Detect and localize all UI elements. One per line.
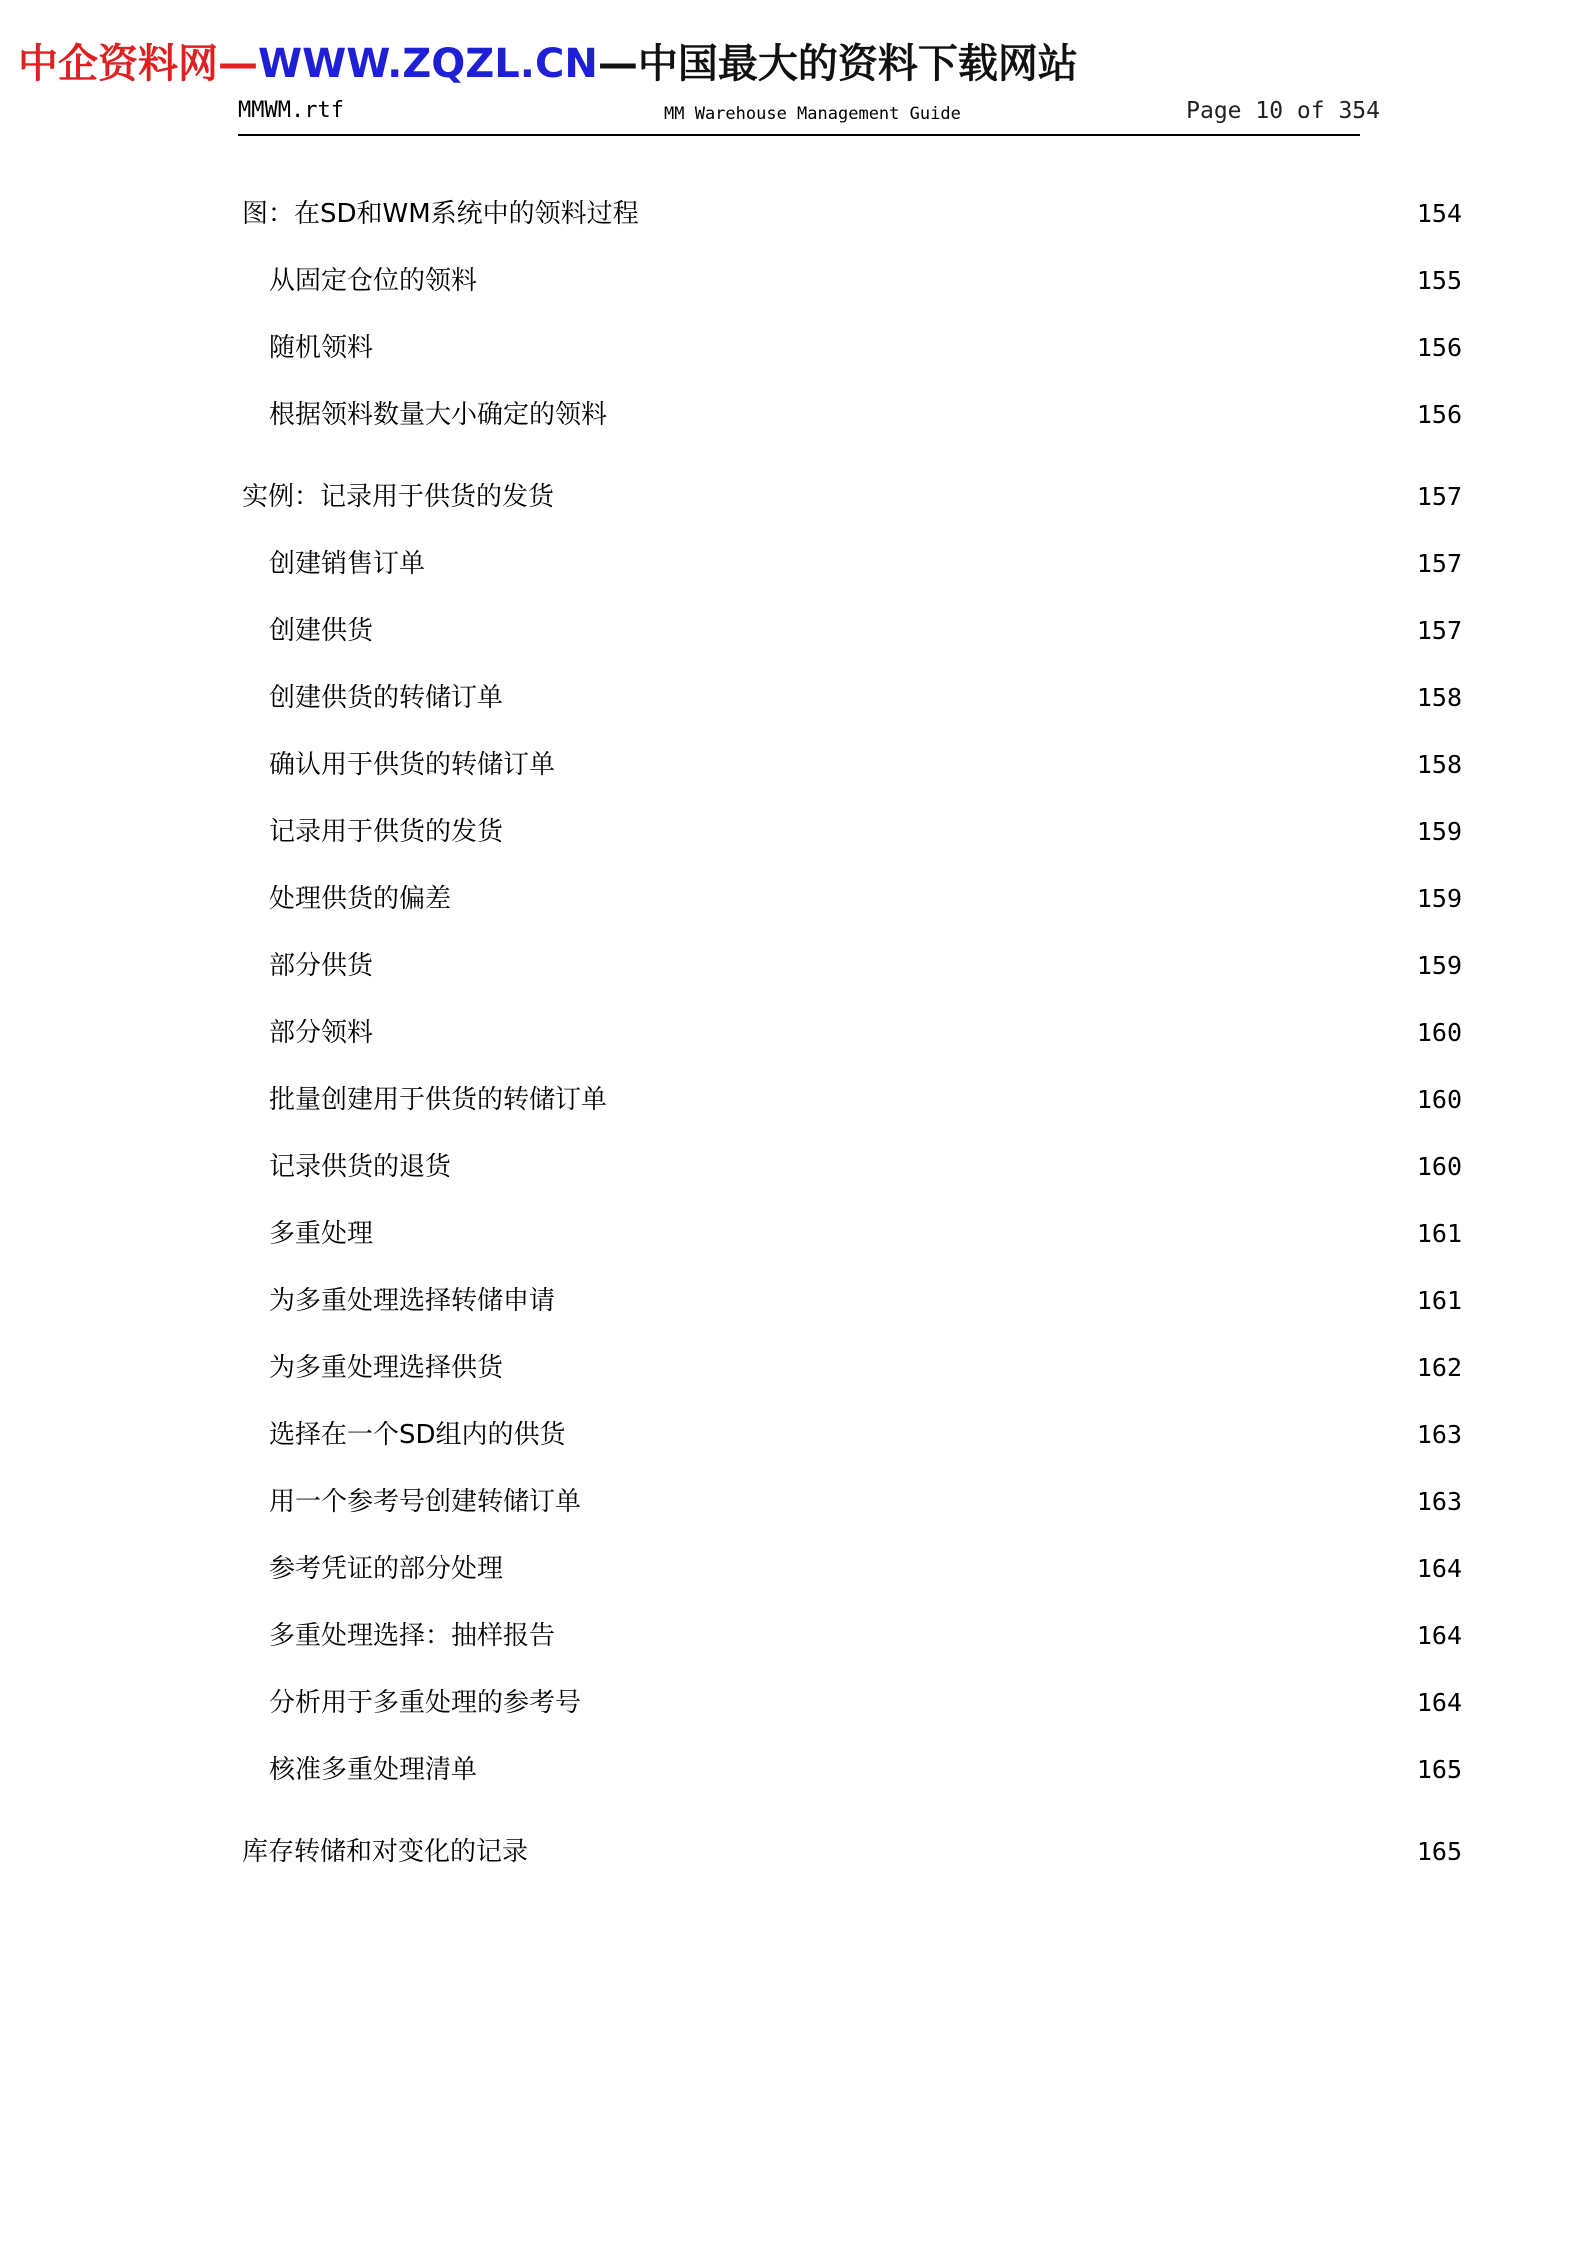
toc-entry-title: 为多重处理选择转储申请 — [269, 1286, 556, 1316]
toc-entry-title: 部分供货 — [269, 951, 374, 981]
toc-entry-page-number: 156 — [1416, 400, 1462, 429]
toc-entry[interactable] — [0, 1683, 1585, 1723]
toc-entry-title: 处理供货的偏差 — [269, 884, 452, 914]
toc-entry[interactable] — [0, 194, 1585, 234]
toc-entry-title: 实例：记录用于供货的发货 — [242, 482, 555, 512]
toc-entry-page-number: 157 — [1416, 616, 1462, 645]
toc-entry[interactable] — [0, 745, 1585, 785]
toc-entry-title: 随机领料 — [269, 333, 374, 363]
toc-entry-title: 用一个参考号创建转储订单 — [269, 1487, 582, 1517]
toc-entry[interactable] — [0, 328, 1585, 368]
toc-entry[interactable] — [0, 1750, 1585, 1790]
toc-entry[interactable] — [0, 1013, 1585, 1053]
toc-entry-page-number: 158 — [1416, 683, 1462, 712]
header-guide-title: MM Warehouse Management Guide — [664, 104, 961, 124]
toc-entry-title: 根据领料数量大小确定的领料 — [269, 400, 608, 430]
toc-entry-title: 参考凭证的部分处理 — [269, 1554, 504, 1584]
toc-entry[interactable] — [0, 1214, 1585, 1254]
toc-entry-title: 选择在一个SD组内的供货 — [269, 1420, 566, 1450]
toc-entry[interactable] — [0, 1616, 1585, 1656]
header-filename: MMWM.rtf — [238, 98, 344, 123]
toc-entry[interactable] — [0, 261, 1585, 301]
toc-entry-page-number: 160 — [1416, 1018, 1462, 1047]
toc-entry-page-number: 160 — [1416, 1085, 1462, 1114]
toc-entry-page-number: 157 — [1416, 549, 1462, 578]
toc-entry-page-number: 165 — [1416, 1755, 1462, 1784]
toc-entry-title: 批量创建用于供货的转储订单 — [269, 1085, 608, 1115]
toc-entry[interactable] — [0, 946, 1585, 986]
toc-entry[interactable] — [0, 1147, 1585, 1187]
toc-entry[interactable] — [0, 395, 1585, 435]
toc-entry-title: 图：在SD和WM系统中的领料过程 — [242, 199, 639, 229]
banner-tagline: —中国最大的资料下载网站 — [597, 41, 1078, 87]
banner-url[interactable]: WWW.ZQZL.CN — [258, 41, 598, 87]
toc-entry-page-number: 162 — [1416, 1353, 1462, 1382]
toc-entry[interactable] — [0, 1482, 1585, 1522]
toc-entry-title: 库存转储和对变化的记录 — [242, 1837, 529, 1867]
toc-entry-page-number: 164 — [1416, 1554, 1462, 1583]
toc-entry-title: 确认用于供货的转储订单 — [269, 750, 556, 780]
toc-entry-page-number: 159 — [1416, 817, 1462, 846]
toc-entry[interactable] — [0, 879, 1585, 919]
toc-entry[interactable] — [0, 1549, 1585, 1589]
toc-entry[interactable] — [0, 678, 1585, 718]
toc-entry-page-number: 165 — [1416, 1837, 1462, 1866]
toc-entry-page-number: 155 — [1416, 266, 1462, 295]
toc-entry-page-number: 157 — [1416, 482, 1462, 511]
toc-entry-page-number: 161 — [1416, 1219, 1462, 1248]
banner-site-name: 中企资料网— — [18, 41, 258, 87]
toc-entry-title: 记录供货的退货 — [269, 1152, 452, 1182]
toc-entry-page-number: 160 — [1416, 1152, 1462, 1181]
toc-entry[interactable] — [0, 1832, 1585, 1872]
toc-entry-page-number: 161 — [1416, 1286, 1462, 1315]
toc-entry-title: 分析用于多重处理的参考号 — [269, 1688, 582, 1718]
toc-entry-title: 部分领料 — [269, 1018, 374, 1048]
toc-entry-page-number: 163 — [1416, 1487, 1462, 1516]
toc-entry-page-number: 154 — [1416, 199, 1462, 228]
toc-entry-page-number: 158 — [1416, 750, 1462, 779]
header-page-indicator: Page 10 of 354 — [1186, 98, 1380, 124]
toc-entry-title: 核准多重处理清单 — [269, 1755, 478, 1785]
toc-entry-page-number: 156 — [1416, 333, 1462, 362]
toc-entry-title: 多重处理 — [269, 1219, 374, 1249]
toc-entry[interactable] — [0, 544, 1585, 584]
toc-entry-title: 创建供货的转储订单 — [269, 683, 504, 713]
toc-entry-title: 为多重处理选择供货 — [269, 1353, 504, 1383]
toc-entry-page-number: 163 — [1416, 1420, 1462, 1449]
toc-entry[interactable] — [0, 477, 1585, 517]
toc-entry[interactable] — [0, 611, 1585, 651]
toc-entry-title: 多重处理选择：抽样报告 — [269, 1621, 556, 1651]
toc-entry[interactable] — [0, 812, 1585, 852]
toc-entry-title: 记录用于供货的发货 — [269, 817, 504, 847]
page-header — [238, 96, 1380, 136]
toc-entry[interactable] — [0, 1348, 1585, 1388]
toc-entry[interactable] — [0, 1281, 1585, 1321]
toc-entry-page-number: 164 — [1416, 1688, 1462, 1717]
toc-entry-title: 创建销售订单 — [269, 549, 426, 579]
toc-entry-page-number: 164 — [1416, 1621, 1462, 1650]
toc-entry[interactable] — [0, 1080, 1585, 1120]
toc-entry-title: 创建供货 — [269, 616, 374, 646]
toc-entry-title: 从固定仓位的领料 — [269, 266, 478, 296]
toc-entry[interactable] — [0, 1415, 1585, 1455]
toc-entry-page-number: 159 — [1416, 884, 1462, 913]
site-banner — [18, 36, 1078, 92]
toc-entry-page-number: 159 — [1416, 951, 1462, 980]
